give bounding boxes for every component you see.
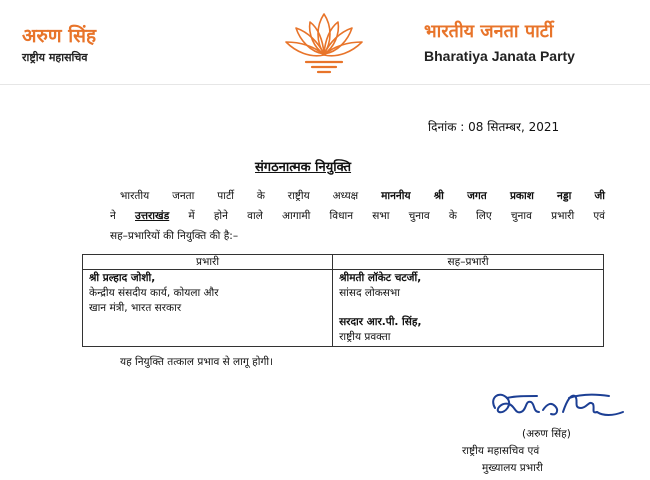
party-name-english: Bharatiya Janata Party: [424, 48, 575, 64]
incharge-designation-1: केन्द्रीय संसदीय कार्य, कोयला और: [89, 287, 219, 299]
co-incharge-name: सरदार आर.पी. सिंह,: [339, 316, 422, 328]
signer-title-line-2: मुख्यालय प्रभारी: [482, 462, 543, 474]
co-incharge-designation: राष्ट्रीय प्रवक्ता: [339, 331, 391, 343]
incharge-name: श्री प्रल्हाद जोशी,: [89, 272, 156, 284]
sender-title: राष्ट्रीय महासचिव: [22, 51, 88, 64]
appointments-table: [82, 254, 604, 347]
date-value: 08 सितम्बर, 2021: [468, 120, 560, 134]
date-label: दिनांक :: [428, 120, 465, 134]
body-line-2: [110, 208, 605, 224]
co-incharge-cell: [333, 270, 604, 347]
letter-subject: संगठनात्मक नियुक्ति: [255, 160, 352, 175]
president-name: माननीय श्री जगत प्रकाश नड्डा जी: [381, 190, 605, 202]
signature-image: [485, 382, 630, 431]
incharge-designation-2: खान मंत्री, भारत सरकार: [89, 302, 182, 314]
effective-note: यह नियुक्ति तत्काल प्रभाव से लागू होगी।: [120, 356, 274, 368]
sender-name: अरुण सिंह: [22, 25, 97, 47]
body-text: ने: [110, 210, 116, 222]
party-name-hindi: भारतीय जनता पार्टी: [424, 21, 554, 42]
table-header-row: [83, 255, 604, 270]
table-header-co-incharge: सह–प्रभारी: [333, 255, 604, 270]
letter-date: [428, 118, 559, 135]
body-line-3: सह–प्रभारियों की नियुक्ति की है:–: [110, 230, 239, 242]
signer-title-line-1: राष्ट्रीय महासचिव एवं: [462, 445, 540, 457]
table-header-incharge: प्रभारी: [83, 255, 333, 270]
state-name: उत्तराखंड: [135, 210, 170, 222]
incharge-cell: [83, 270, 333, 347]
header-divider: [0, 84, 650, 85]
co-incharge-name: श्रीमती लॉकेट चटर्जी,: [339, 272, 422, 284]
body-text: में होने वाले आगामी विधान सभा चुनाव के लिए चुनाव प्रभारी एवं: [188, 210, 605, 222]
signer-name: (अरुण सिंह): [522, 428, 571, 440]
table-row: [83, 270, 604, 347]
body-line-1: [120, 188, 605, 204]
lotus-icon: [280, 8, 368, 80]
co-incharge-designation: सांसद लोकसभा: [339, 287, 401, 299]
body-text: भारतीय जनता पार्टी के राष्ट्रीय अध्यक्ष: [120, 190, 359, 202]
